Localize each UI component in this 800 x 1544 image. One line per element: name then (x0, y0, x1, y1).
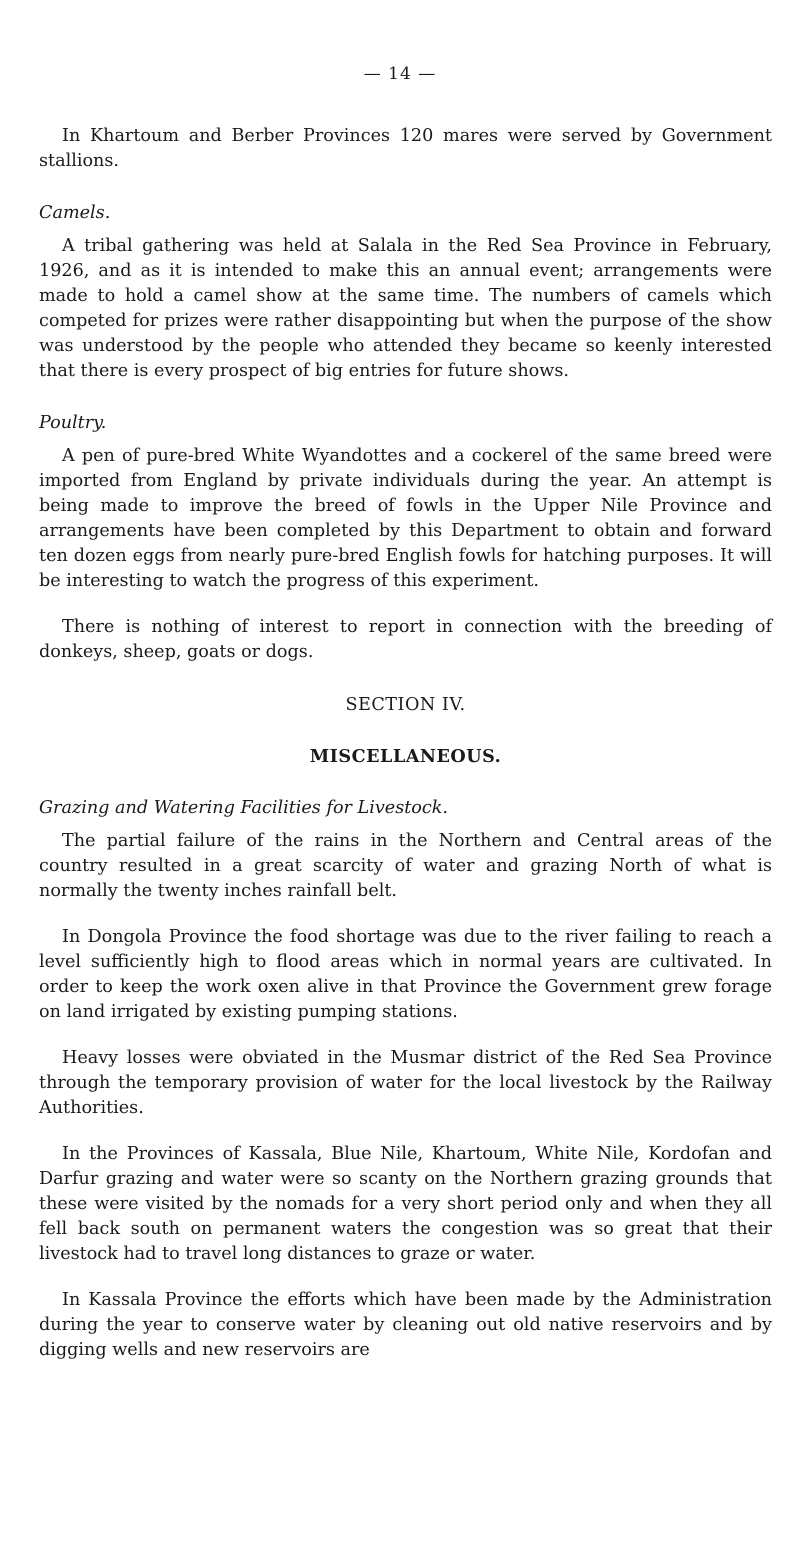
provinces-paragraph: In the Provinces of Kassala, Blue Nile, Khartoum, White Nile, Kordofan and Darfur grazing and water were so scanty on the Northern grazing grounds that these were visited by the nomads for a very short period only and when they all fell back south on permanent waters the congestion was so great that their livestock had to travel long distances to graze or water. (39, 1144, 772, 1264)
section-subtitle: MISCELLANEOUS. (309, 746, 502, 767)
page-number: — 14 — (363, 64, 437, 84)
grazing-paragraph: The partial failure of the rains in the Northern and Central areas of the country resulted in a great scarcity of water and grazing North of what is normally the twenty inches rainfall belt. (39, 831, 772, 901)
grazing-heading: Grazing and Watering Facilities for Livestock. (39, 798, 448, 818)
poultry-heading: Poultry. (39, 413, 107, 433)
musmar-paragraph: Heavy losses were obviated in the Musmar district of the Red Sea Province through the temporary provision of water for the local livestock by the Railway Authorities. (39, 1048, 772, 1118)
kassala-paragraph: In Kassala Province the efforts which have been made by the Administration during the year to conserve water by cleaning out old native reservoirs and by digging wells and new reservoirs are (39, 1290, 772, 1360)
dongola-paragraph: In Dongola Province the food shortage was due to the river failing to reach a level sufficiently high to flood areas which in normal years are cultivated. In order to keep the work oxen alive in that Province the Government grew forage on land irrigated by existing pumping stations. (39, 927, 772, 1022)
poultry-paragraph: A pen of pure-bred White Wyandottes and a cockerel of the same breed were imported from England by private individuals during the year. An attempt is being made to improve the breed of fowls in the Upper Nile Province and arrangements have been completed by this Department to obtain and forward ten dozen eggs from nearly pure-bred English fowls for hatching purposes. It will be interesting to watch the progress of this experiment. (39, 446, 772, 591)
camels-heading: Camels. (39, 203, 111, 223)
intro-paragraph: In Khartoum and Berber Provinces 120 mares were served by Government stallions. (39, 126, 772, 171)
other-breeding-paragraph: There is nothing of interest to report in connection with the breeding of donkeys, sheep, goats or dogs. (39, 617, 772, 662)
section-title: SECTION IV. (345, 695, 466, 715)
camels-paragraph: A tribal gathering was held at Salala in the Red Sea Province in February, 1926, and as it is intended to make this an annual event; arrangements were made to hold a camel show at the same time. The numbers of camels which competed for prizes were rather disappointing but when the purpose of the show was understood by the people who attended they became so keenly interested that there is every prospect of big entries for future shows. (39, 236, 772, 381)
